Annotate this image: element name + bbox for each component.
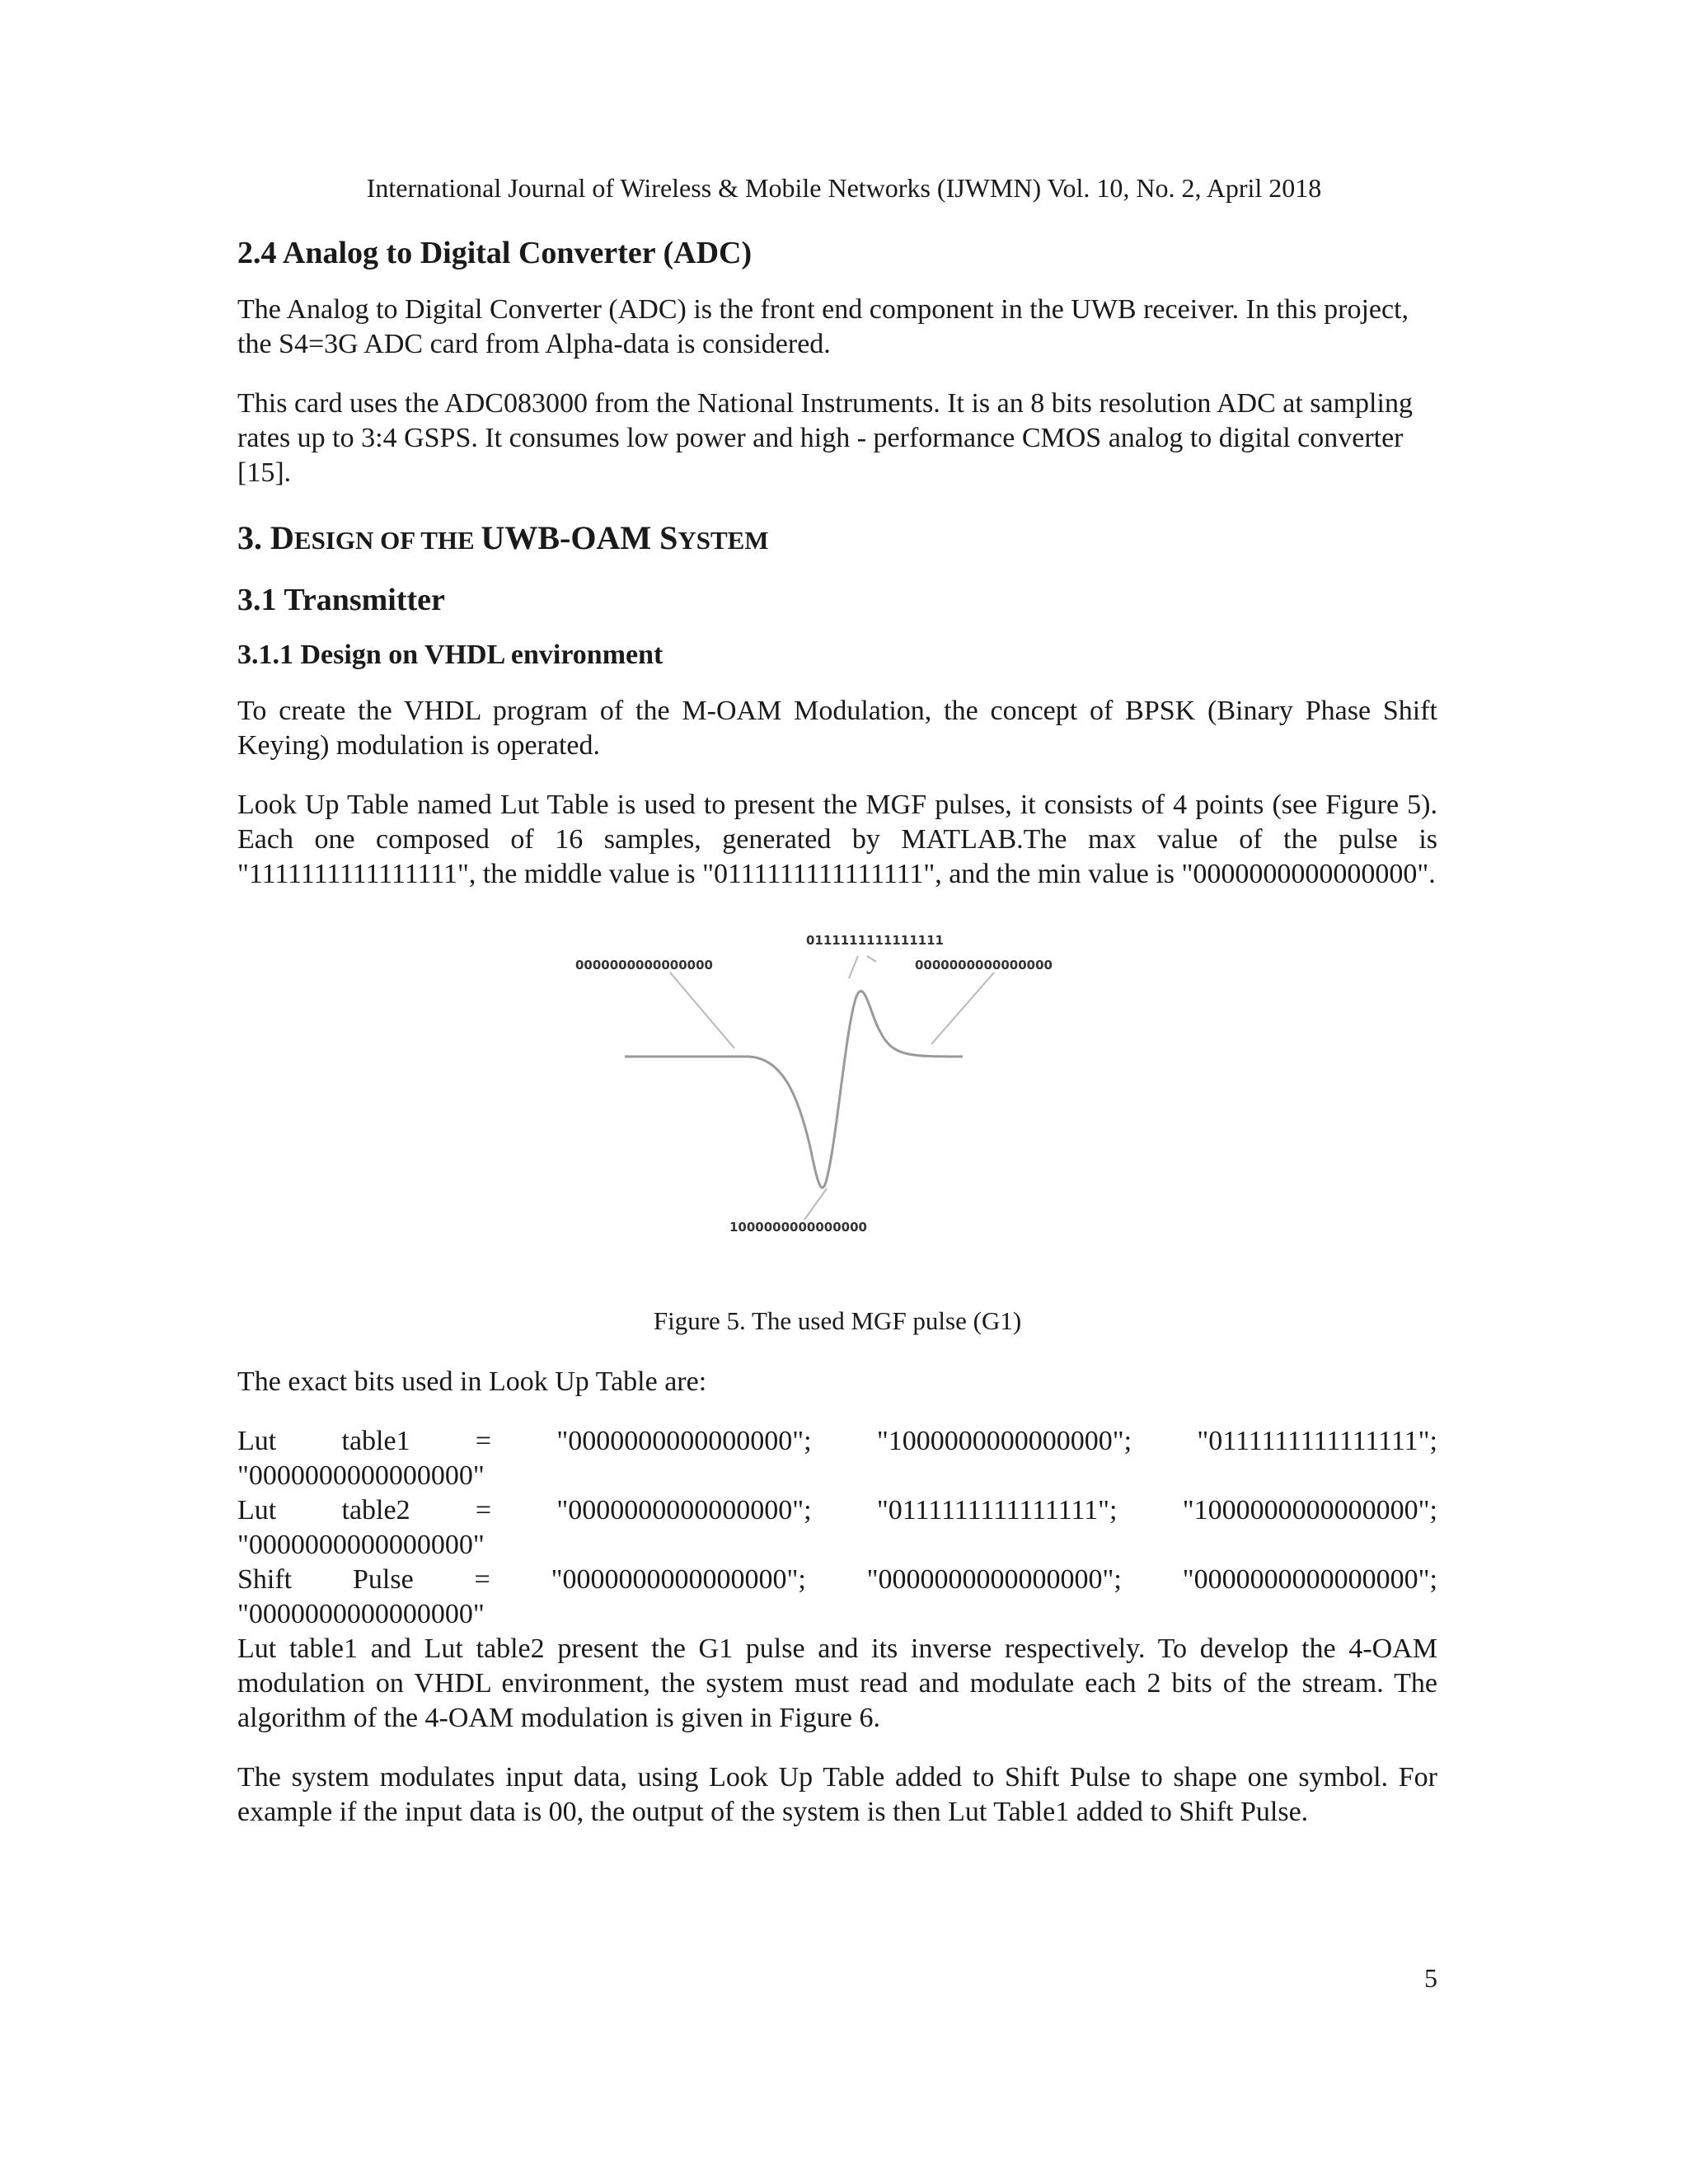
lut-row-continuation: "0000000000000000" xyxy=(237,1460,485,1491)
lut-row-continuation: "0000000000000000" xyxy=(237,1530,485,1560)
lut-listing xyxy=(237,1424,1437,1632)
lut-row xyxy=(237,1563,1437,1597)
lut-eq: = xyxy=(474,1564,490,1595)
page-number: 5 xyxy=(1424,1963,1437,1993)
lut-value: "0000000000000000"; xyxy=(1182,1564,1437,1595)
lut-row-continuation: "0000000000000000" xyxy=(237,1599,485,1629)
leader-line-left xyxy=(670,972,734,1048)
leader-line-top xyxy=(849,956,858,978)
lut-name: Lut xyxy=(237,1426,277,1456)
section-2-4-paragraph-1: The Analog to Digital Converter (ADC) is the front end component in the UWB receiver. In this project, the S4=3G ADC card from Alpha-data is considered. xyxy=(237,294,1409,359)
section-3-heading-part: UWB-OAM S xyxy=(481,519,678,556)
mgf-pulse-curve xyxy=(625,991,963,1188)
lut-name2: table2 xyxy=(341,1495,410,1526)
lut-intro: The exact bits used in Look Up Table are: xyxy=(237,1366,707,1397)
section-3-heading xyxy=(237,518,1437,557)
page-body xyxy=(237,235,1437,1854)
lut-explanation-paragraph: Lut table1 and Lut table2 present the G1 pulse and its inverse respectively. To develop the 4-OAM modulation on VHDL environment, the system must read and modulate each 2 bits of the stream. The algorithm of the 4-OAM modulation is given in Figure 6. xyxy=(237,1633,1437,1733)
figure-5 xyxy=(237,916,1437,1304)
lut-value: "0000000000000000"; xyxy=(551,1564,806,1595)
section-2-4-heading: 2.4 Analog to Digital Converter (ADC) xyxy=(237,236,753,270)
figure-5-caption: Figure 5. The used MGF pulse (G1) xyxy=(653,1306,1022,1335)
lut-row xyxy=(237,1493,1437,1528)
section-3-number: 3. xyxy=(237,519,270,556)
lut-eq: = xyxy=(475,1426,492,1456)
section-3-1-1-paragraph-2: Look Up Table named Lut Table is used to present the MGF pulses, it consists of 4 points (see Figure 5). Each one composed of 16 samples, generated by MATLAB.The max value of the pulse is "1111111111111111", the middle value is "0111111111111111", and the min value is "0000000000000000". xyxy=(237,790,1437,889)
section-2-4-paragraph-2: This card uses the ADC083000 from the National Instruments. It is an 8 bits resolution ADC at sampling rates up to 3:4 GSPS. It consumes low power and high - performance CMOS analog to digital converter [15]. xyxy=(237,388,1413,488)
section-3-1-1-paragraph-1: To create the VHDL program of the M-OAM Modulation, the concept of BPSK (Binary Phase Shift Keying) modulation is operated. xyxy=(237,696,1437,761)
lut-name: Lut xyxy=(237,1495,277,1526)
lut-name2: table1 xyxy=(341,1426,410,1456)
lut-value: "0000000000000000"; xyxy=(556,1426,812,1456)
section-3-1-heading: 3.1 Transmitter xyxy=(237,583,445,617)
leader-line-right xyxy=(931,972,994,1044)
lut-value: "0000000000000000"; xyxy=(866,1564,1122,1595)
lut-name2: Pulse xyxy=(352,1564,414,1595)
label-bottom: 1000000000000000 xyxy=(729,1220,867,1235)
lut-eq: = xyxy=(475,1495,492,1526)
lut-row xyxy=(237,1424,1437,1459)
lut-name: Shift xyxy=(237,1564,293,1595)
leader-line-bottom xyxy=(804,1188,827,1220)
lut-value: "1000000000000000"; xyxy=(1182,1495,1437,1526)
lut-value: "0000000000000000"; xyxy=(556,1495,812,1526)
label-left: 0000000000000000 xyxy=(575,958,713,972)
lut-value: "0111111111111111"; xyxy=(1197,1426,1437,1456)
lut-value: "1000000000000000"; xyxy=(876,1426,1132,1456)
label-top: 0111111111111111 xyxy=(806,933,944,948)
section-3-heading-part: YSTEM xyxy=(678,526,769,555)
lut-value: "0111111111111111"; xyxy=(876,1495,1118,1526)
mgf-pulse-plot xyxy=(237,916,1437,1304)
closing-paragraph: The system modulates input data, using Look Up Table added to Shift Pulse to shape one symbol. For example if the input data is 00, the output of the system is then Lut Table1 added to Shift Pulse. xyxy=(237,1762,1437,1827)
section-3-1-1-heading: 3.1.1 Design on VHDL environment xyxy=(237,640,663,670)
leader-line-top-2 xyxy=(867,956,876,962)
label-right: 0000000000000000 xyxy=(915,958,1053,972)
running-header: International Journal of Wireless & Mobile Networks (IJWMN) Vol. 10, No. 2, April 2018 xyxy=(366,173,1322,203)
section-3-heading-part: ESIGN OF THE xyxy=(293,526,481,555)
section-3-heading-part: D xyxy=(270,519,294,556)
